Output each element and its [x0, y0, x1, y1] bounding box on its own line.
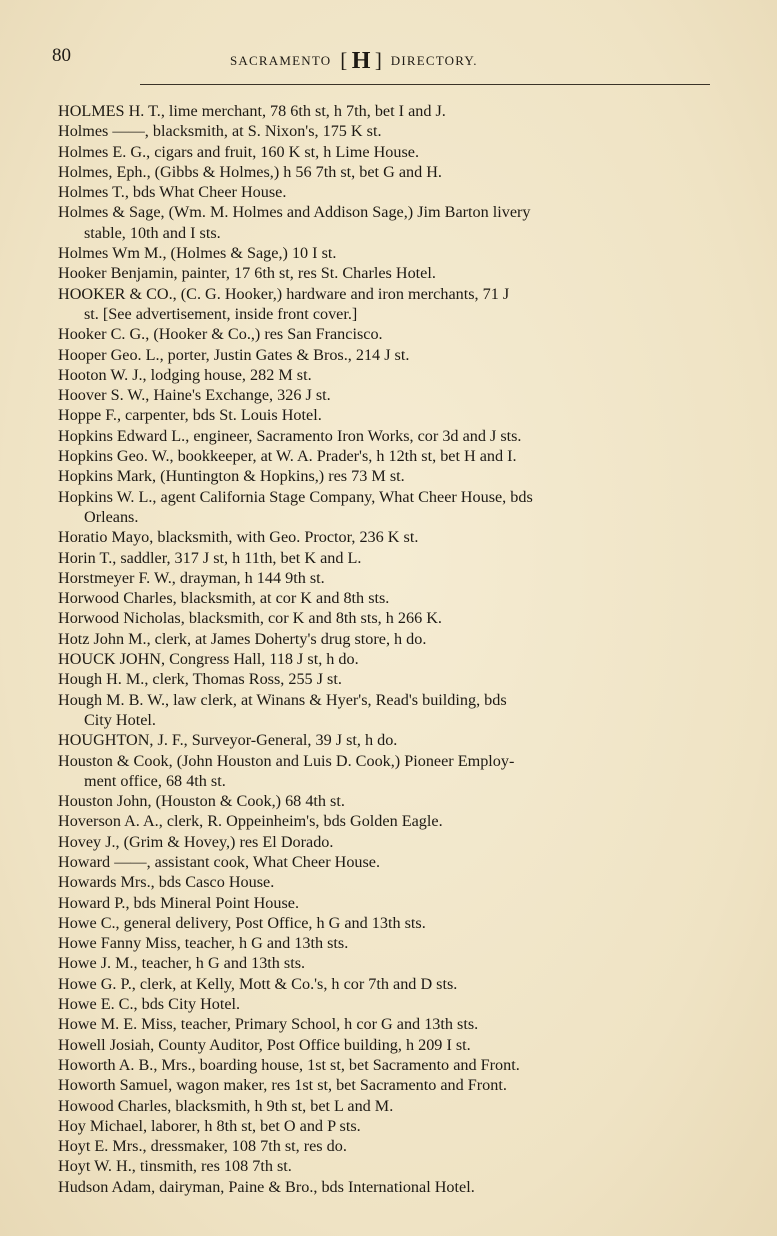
entry-line: Holmes & Sage, (Wm. M. Holmes and Addison Sage,) Jim Barton livery [58, 203, 531, 222]
entry-line: Holmes E. G., cigars and fruit, 160 K st, h Lime House. [58, 142, 420, 161]
entry-line: Howards Mrs., bds Casco House. [58, 873, 275, 892]
directory-entry [58, 913, 718, 933]
directory-entry [58, 487, 718, 528]
entry-line: Hooker C. G., (Hooker & Co.,) res San Francisco. [58, 325, 383, 344]
entry-line: Horin T., saddler, 317 J st, h 11th, bet K and L. [58, 548, 362, 567]
entry-line: Hough H. M., clerk, Thomas Ross, 255 J st. [58, 670, 342, 689]
directory-entry [58, 872, 718, 892]
directory-entry [58, 1096, 718, 1116]
directory-entry [58, 588, 718, 608]
entry-line: Horwood Charles, blacksmith, at cor K and 8th sts. [58, 589, 390, 608]
entry-line: Howe E. C., bds City Hotel. [58, 995, 241, 1014]
directory-entry [58, 669, 718, 689]
directory-entry [58, 852, 718, 872]
directory-entry [58, 1136, 718, 1156]
entry-line: Hopkins W. L., agent California Stage Company, What Cheer House, bds [58, 487, 533, 506]
directory-entry [58, 1075, 718, 1095]
directory-entry [58, 974, 718, 994]
running-head-bracket-open: [ [340, 48, 348, 72]
entry-line: Horwood Nicholas, blacksmith, cor K and 8th sts, h 266 K. [58, 609, 442, 628]
entry-line: Hoy Michael, laborer, h 8th st, bet O and P sts. [58, 1116, 361, 1135]
entry-line: Holmes Wm M., (Holmes & Sage,) 10 I st. [58, 244, 337, 263]
directory-entry [58, 933, 718, 953]
directory-entry [58, 1116, 718, 1136]
entry-line: Houston & Cook, (John Houston and Luis D. Cook,) Pioneer Employ- [58, 751, 515, 770]
entry-line: Horstmeyer F. W., drayman, h 144 9th st. [58, 568, 325, 587]
entry-line: HOUCK JOHN, Congress Hall, 118 J st, h do. [58, 650, 359, 669]
entry-line: Howe G. P., clerk, at Kelly, Mott & Co.'s, h cor 7th and D sts. [58, 974, 458, 993]
entry-line: HOLMES H. T., lime merchant, 78 6th st, h 7th, bet I and J. [58, 102, 446, 120]
directory-entry [58, 1055, 718, 1075]
directory-entry [58, 751, 718, 792]
directory-entry [58, 690, 718, 731]
directory-entry [58, 649, 718, 669]
entry-continuation-line: City Hotel. [84, 710, 156, 729]
entry-continuation-line: stable, 10th and I sts. [84, 223, 221, 242]
directory-entry [58, 446, 718, 466]
directory-entry [58, 263, 718, 283]
entry-line: Hoover S. W., Haine's Exchange, 326 J st. [58, 386, 331, 405]
entry-line: Hopkins Edward L., engineer, Sacramento Iron Works, cor 3d and J sts. [58, 426, 522, 445]
directory-entry [58, 832, 718, 852]
directory-entry [58, 527, 718, 547]
entry-line: Howe M. E. Miss, teacher, Primary School, h cor G and 13th sts. [58, 1015, 479, 1034]
entry-line: Hough M. B. W., law clerk, at Winans & Hyer's, Read's building, bds [58, 690, 507, 709]
directory-entry [58, 345, 718, 365]
entry-line: Hotz John M., clerk, at James Doherty's drug store, h do. [58, 629, 427, 648]
directory-entry [58, 629, 718, 649]
directory-entry [58, 284, 718, 325]
directory-entry [58, 1156, 718, 1176]
directory-entries [58, 101, 718, 1197]
directory-entry [58, 405, 718, 425]
directory-entry [58, 365, 718, 385]
entry-line: Hoyt W. H., tinsmith, res 108 7th st. [58, 1157, 292, 1176]
directory-entry [58, 608, 718, 628]
entry-line: Hooper Geo. L., porter, Justin Gates & Bros., 214 J st. [58, 345, 410, 364]
directory-entry [58, 182, 718, 202]
entry-line: Hopkins Geo. W., bookkeeper, at W. A. Prader's, h 12th st, bet H and I. [58, 447, 517, 466]
entry-line: Howorth Samuel, wagon maker, res 1st st, bet Sacramento and Front. [58, 1076, 507, 1095]
directory-entry [58, 466, 718, 486]
directory-entry [58, 730, 718, 750]
entry-line: Howard P., bds Mineral Point House. [58, 893, 300, 912]
entry-line: Houston John, (Houston & Cook,) 68 4th st. [58, 792, 345, 811]
directory-entry [58, 1035, 718, 1055]
entry-line: Hoyt E. Mrs., dressmaker, 108 7th st, res do. [58, 1137, 347, 1156]
entry-line: Holmes, Eph., (Gibbs & Holmes,) h 56 7th st, bet G and H. [58, 162, 442, 181]
entry-line: Hovey J., (Grim & Hovey,) res El Dorado. [58, 832, 334, 851]
directory-entry [58, 426, 718, 446]
directory-entry [58, 121, 718, 141]
entry-continuation-line: st. [See advertisement, inside front cover.] [84, 304, 358, 323]
entry-line: Howorth A. B., Mrs., boarding house, 1st st, bet Sacramento and Front. [58, 1055, 520, 1074]
directory-entry [58, 101, 718, 121]
directory-entry [58, 385, 718, 405]
entry-continuation-line: ment office, 68 4th st. [84, 771, 226, 790]
directory-entry [58, 1177, 718, 1197]
entry-line: Hoverson A. A., clerk, R. Oppeinheim's, bds Golden Eagle. [58, 812, 443, 831]
directory-entry [58, 893, 718, 913]
entry-continuation-line: Orleans. [84, 507, 139, 526]
directory-entry [58, 548, 718, 568]
directory-entry [58, 324, 718, 344]
entry-line: Hudson Adam, dairyman, Paine & Bro., bds International Hotel. [58, 1177, 475, 1196]
running-head-city: SACRAMENTO [230, 53, 332, 68]
entry-line: Holmes ——, blacksmith, at S. Nixon's, 175 K st. [58, 122, 382, 141]
entry-line: Howe C., general delivery, Post Office, h G and 13th sts. [58, 913, 426, 932]
running-head [230, 48, 478, 75]
entry-line: HOOKER & CO., (C. G. Hooker,) hardware and iron merchants, 71 J [58, 284, 510, 303]
entry-line: Hopkins Mark, (Huntington & Hopkins,) res 73 M st. [58, 467, 405, 486]
entry-line: Hooton W. J., lodging house, 282 M st. [58, 365, 312, 384]
page-number: 80 [52, 45, 71, 66]
directory-entry [58, 202, 718, 243]
entry-line: Holmes T., bds What Cheer House. [58, 183, 287, 202]
header-rule [140, 84, 710, 85]
entry-line: Howard ——, assistant cook, What Cheer House. [58, 852, 381, 871]
running-head-letter: H [351, 48, 371, 74]
entry-line: Howell Josiah, County Auditor, Post Office building, h 209 I st. [58, 1035, 471, 1054]
directory-entry [58, 1014, 718, 1034]
running-head-section: DIRECTORY. [390, 53, 478, 68]
entry-line: HOUGHTON, J. F., Surveyor-General, 39 J st, h do. [58, 731, 398, 750]
directory-entry [58, 994, 718, 1014]
running-head-bracket-close: ] [374, 48, 382, 72]
entry-line: Howe Fanny Miss, teacher, h G and 13th sts. [58, 934, 349, 953]
directory-entry [58, 791, 718, 811]
entry-line: Hoppe F., carpenter, bds St. Louis Hotel. [58, 406, 322, 425]
directory-entry [58, 568, 718, 588]
entry-line: Howood Charles, blacksmith, h 9th st, bet L and M. [58, 1096, 394, 1115]
page-header [52, 44, 732, 72]
directory-entry [58, 162, 718, 182]
directory-entry [58, 142, 718, 162]
directory-entry [58, 811, 718, 831]
directory-entry [58, 953, 718, 973]
entry-line: Hooker Benjamin, painter, 17 6th st, res St. Charles Hotel. [58, 264, 436, 283]
entry-line: Horatio Mayo, blacksmith, with Geo. Proctor, 236 K st. [58, 528, 419, 547]
entry-line: Howe J. M., teacher, h G and 13th sts. [58, 954, 306, 973]
directory-entry [58, 243, 718, 263]
